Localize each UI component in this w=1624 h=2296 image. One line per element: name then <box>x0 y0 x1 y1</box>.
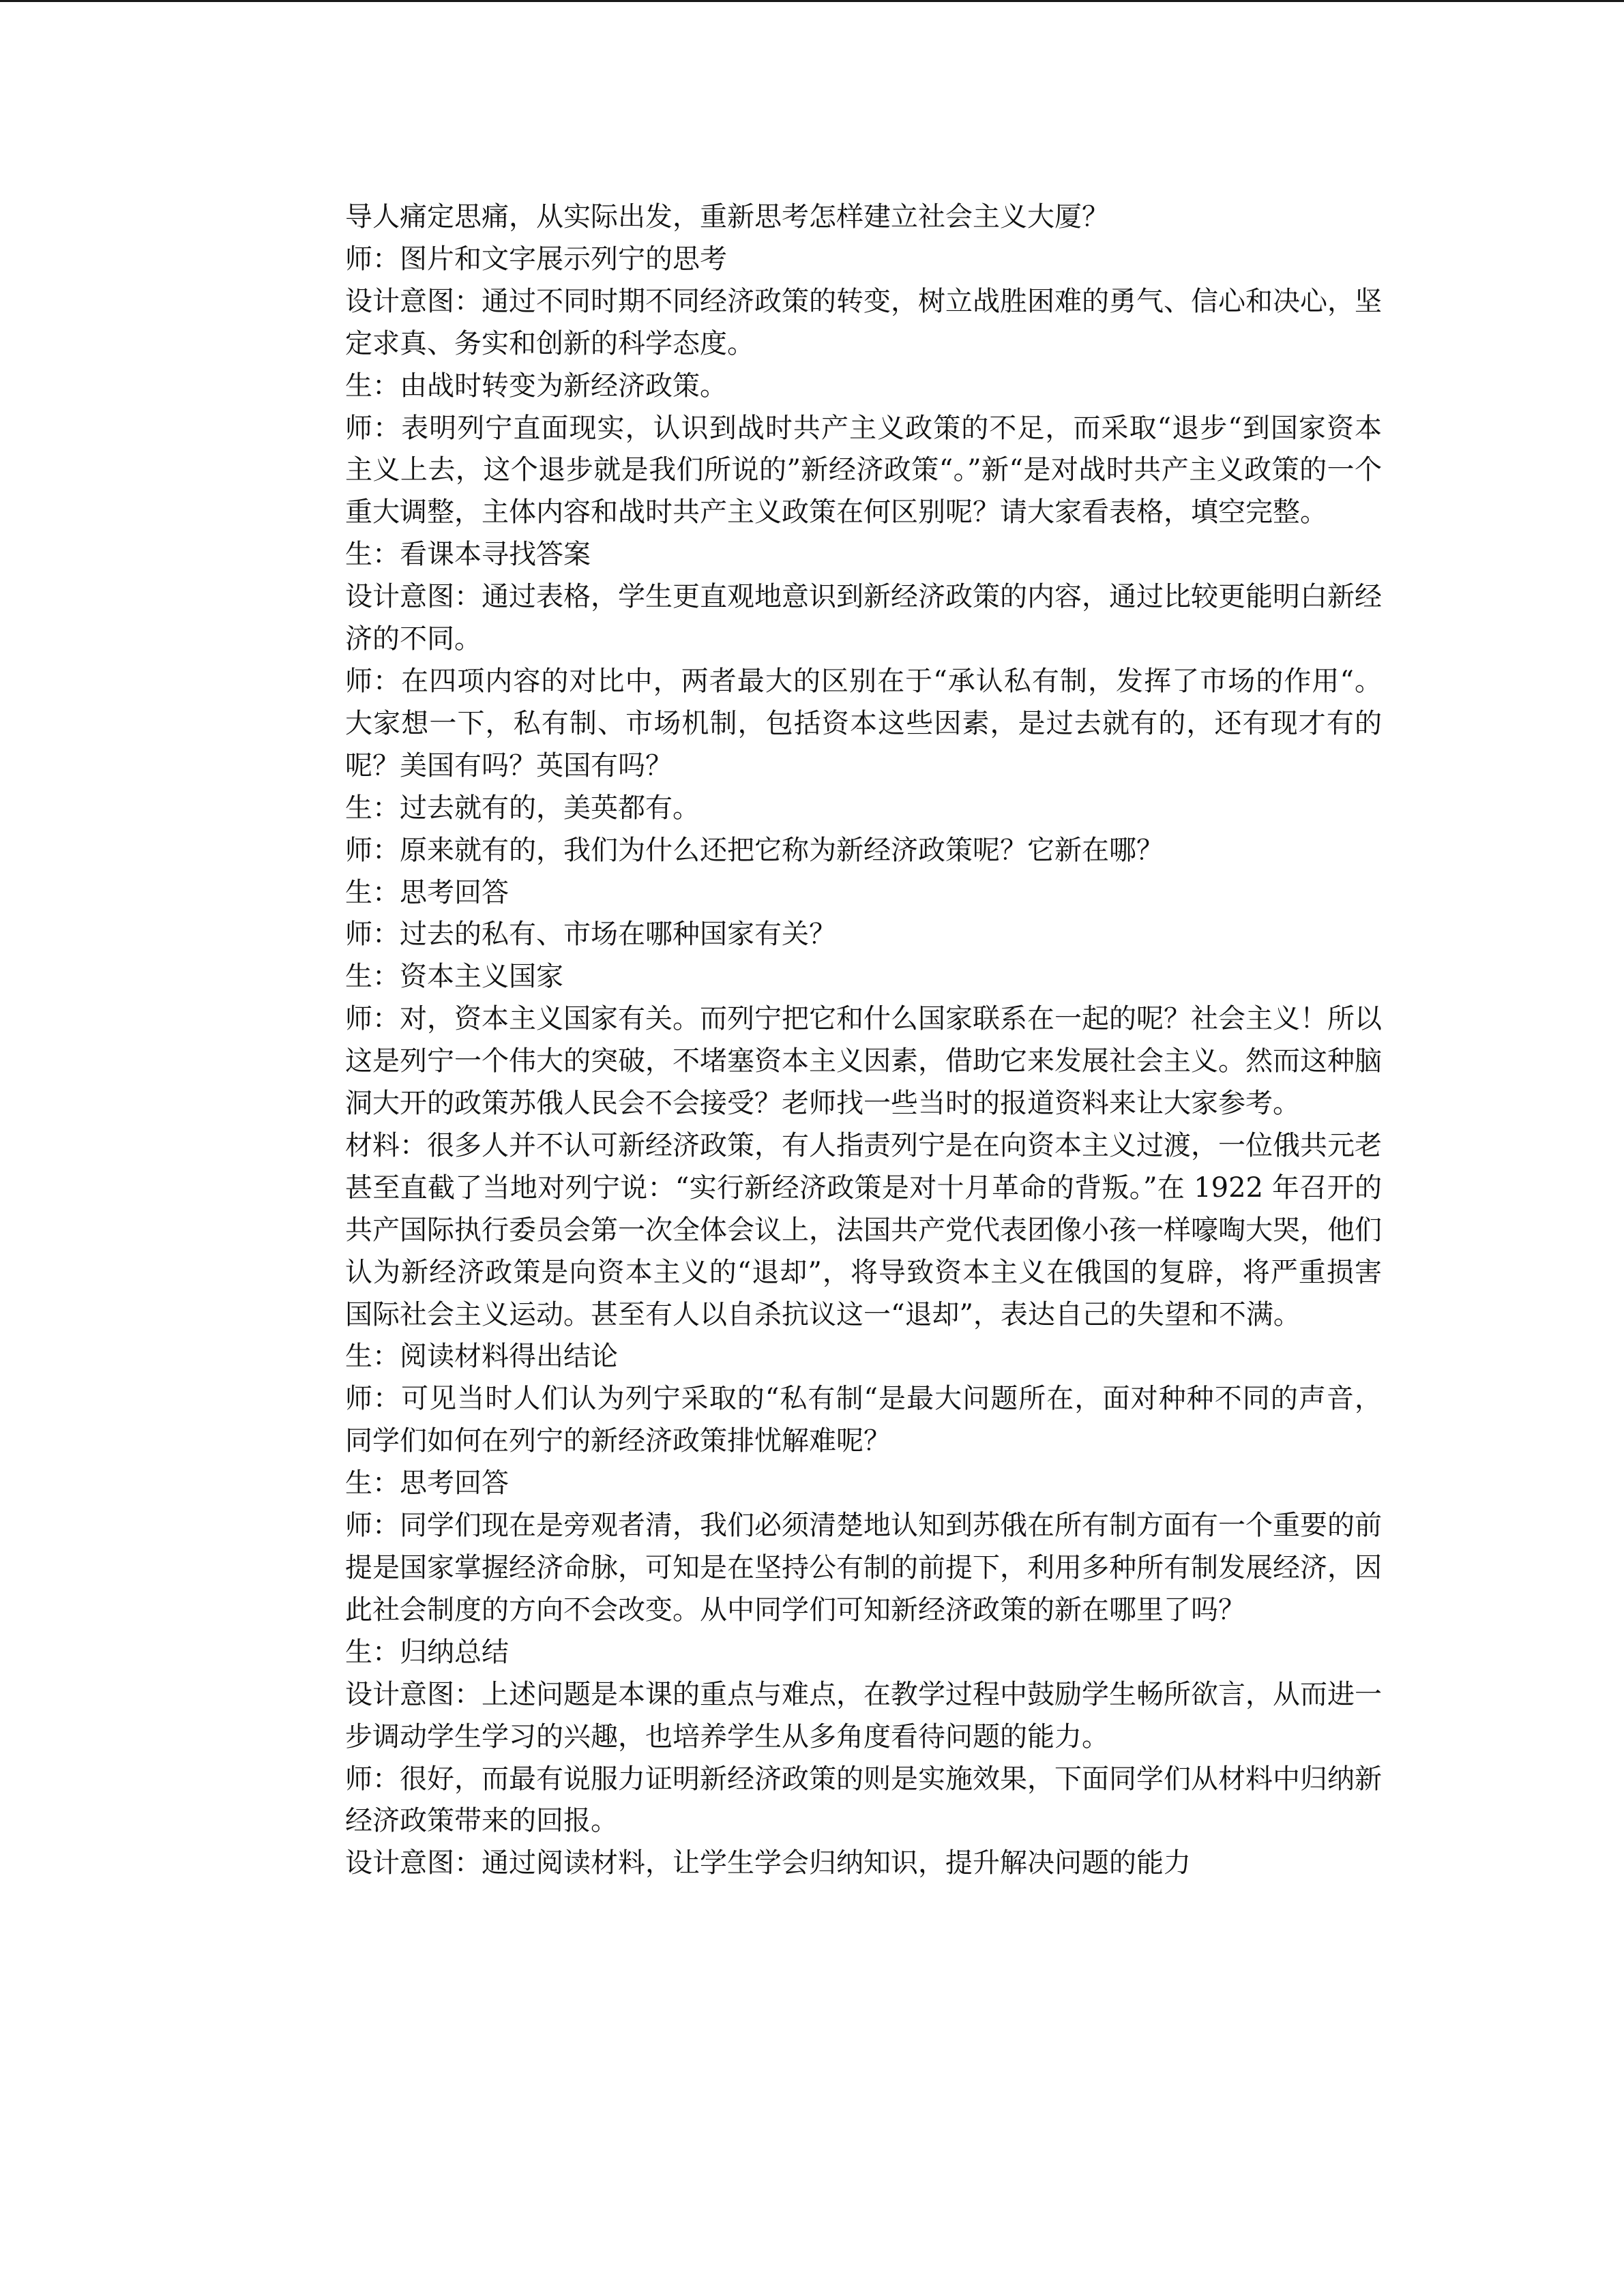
paragraph-teacher-nep-intro: 师：表明列宁直面现实，认识到战时共产主义政策的不足，而采取“退步“到国家资本主义上去，这个退步就是我们所说的”新经济政策“。”新“是对战时共产主义政策的一个重大调整，主体内容和战时共产主义政策在何区别呢？请大家看表格，填空完整。 <box>345 412 1382 528</box>
paragraph-student-answer-2: 生：过去就有的，美英都有。 <box>345 792 700 824</box>
paragraph-teacher-effects: 师：很好，而最有说服力证明新经济政策的则是实施效果，下面同学们从材料中归纳新经济政策带来的回报。 <box>345 1763 1382 1837</box>
paragraph-teacher-whats-new: 师：原来就有的，我们为什么还把它称为新经济政策呢？它新在哪？ <box>345 834 1164 866</box>
paragraph-design-intent-1: 设计意图：通过不同时期不同经济政策的转变，树立战胜困难的勇气、信心和决心，坚定求真、务实和创新的科学态度。 <box>345 285 1382 359</box>
paragraph-teacher-breakthrough: 师：对，资本主义国家有关。而列宁把它和什么国家联系在一起的呢？社会主义！所以这是列宁一个伟大的突破，不堵塞资本主义因素，借助它来发展社会主义。然而这种脑洞大开的政策苏俄人民会不会接受？老师找一些当时的报道资料来让大家参考。 <box>345 1003 1382 1120</box>
paragraph-material-quote: 材料：很多人并不认可新经济政策，有人指责列宁是在向资本主义过渡，一位俄共元老甚至直截了当地对列宁说：“实行新经济政策是对十月革命的背叛。”在 1922 年召开的共产国际执行委员会第一次全体会议上，法国共产党代表团像小孩一样嚎啕大哭，他们认为新经济政策是向资本主义的“退却”，将导致资本主义在俄国的复辟，将严重损害国际社会主义运动。甚至有人以自杀抗议这一“退却”，表达自己的失望和不满。 <box>345 1129 1382 1330</box>
paragraph-student-answer-1: 生：由战时转变为新经济政策。 <box>345 370 727 402</box>
paragraph-teacher-lenin-thinking: 师：图片和文字展示列宁的思考 <box>345 243 727 275</box>
paragraph-student-textbook: 生：看课本寻找答案 <box>345 539 591 571</box>
paragraph-student-think-2: 生：思考回答 <box>345 1467 509 1500</box>
paragraph-design-intent-2: 设计意图：通过表格，学生更直观地意识到新经济政策的内容，通过比较更能明白新经济的不同。 <box>345 581 1382 655</box>
paragraph-student-summary: 生：归纳总结 <box>345 1636 509 1668</box>
paragraph-student-capitalist: 生：资本主义国家 <box>345 961 563 993</box>
paragraph-teacher-comparison: 师：在四项内容的对比中，两者最大的区别在于“承认私有制，发挥了市场的作用“。大家想一下，私有制、市场机制，包括资本这些因素，是过去就有的，还有现才有的呢？美国有吗？英国有吗？ <box>345 665 1382 781</box>
paragraph-intro-question: 导人痛定思痛，从实际出发，重新思考怎样建立社会主义大厦？ <box>345 201 1109 233</box>
paragraph-teacher-public-ownership: 师：同学们现在是旁观者清，我们必须清楚地认知到苏俄在所有制方面有一个重要的前提是国家掌握经济命脉，可知是在坚持公有制的前提下，利用多种所有制发展经济，因此社会制度的方向不会改变。从中同学们可知新经济政策的新在哪里了吗？ <box>345 1510 1382 1626</box>
paragraph-student-think-1: 生：思考回答 <box>345 876 509 908</box>
lesson-text-body <box>345 196 1382 1885</box>
paragraph-design-intent-4: 设计意图：通过阅读材料，让学生学会归纳知识，提升解决问题的能力 <box>345 1847 1191 1879</box>
paragraph-teacher-which-country: 师：过去的私有、市场在哪种国家有关？ <box>345 919 836 951</box>
paragraph-student-conclusion: 生：阅读材料得出结论 <box>345 1341 618 1373</box>
paragraph-design-intent-3: 设计意图：上述问题是本课的重点与难点，在教学过程中鼓励学生畅所欲言，从而进一步调动学生学习的兴趣，也培养学生从多角度看待问题的能力。 <box>345 1678 1382 1753</box>
paragraph-teacher-private-ownership: 师：可见当时人们认为列宁采取的“私有制“是最大问题所在，面对种种不同的声音，同学们如何在列宁的新经济政策排忧解难呢？ <box>345 1383 1382 1457</box>
